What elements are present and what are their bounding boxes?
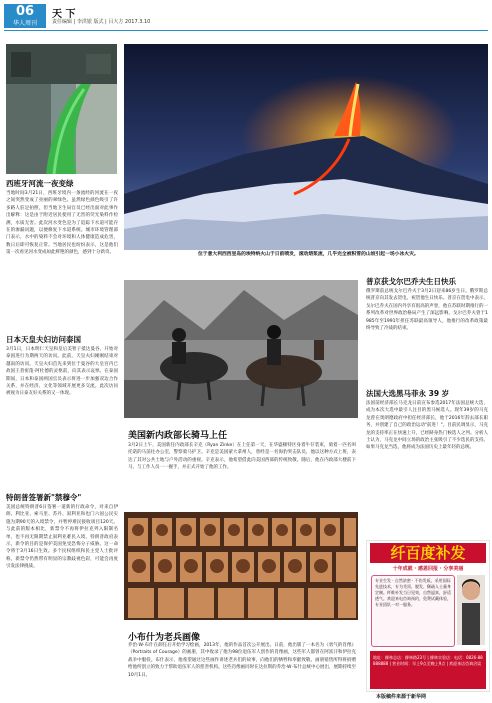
- river-title: 西班牙河流一夜变绿: [6, 179, 74, 188]
- etna-volcano-photo: [124, 44, 488, 250]
- ad-body: 专业生发 · 自然浓密 · 不伤发质。采用国际先进技术，专为秃顶、脱发、稀疏人士量身定制。纤维补发当日见效，自然逼真，舒适透气。欢迎来电咨询预约，免费试戴体验，专业团队一对一服务。: [375, 578, 451, 607]
- green-river-photo: [6, 44, 117, 174]
- page-number: 06: [15, 4, 35, 19]
- zinke-title: 美国新内政部长骑马上任: [128, 431, 228, 441]
- ad-contact-text: 地址：柳林总店：柳林路23号 | 柳林实验店：电话：0826-88888888 | 营业时间：早上9点至晚上9点 | 欢迎来店咨询洽谈: [373, 655, 483, 666]
- paper-name: 华人周刊: [12, 20, 37, 27]
- zinke-body: 3月2日上午，美国新任内政部长辛克（Ryan Zinke）在上任第一天，在华盛顿特区身着牛仔装束，骑着一匹名叫托诺的马前往办公室，警察骑马护卫。辛克是美国蒙大拿州人，曾经是一名海豹突击队员，他以这种方式上班，表达了其对公共土地与户外活动的重视。辛克表示，他希望借此向美国西部的传统致敬。随后，他在内政部大楼前下马，与工作人员一一握手，并正式开始了他的工作。: [128, 443, 356, 471]
- ad-contact: [370, 651, 486, 689]
- macron-body: 法国前经济部长马克龙日前宣布参选2017年法国总统大选，成为本次大选中最引人注目的黑马候选人。现年39岁的马克龙曾在奥朗德政府中担任经济部长，他于2016年辞去部长职务，并创建了自己的政治运动"前进！"。目前民调显示，马克龙的支持率正在快速上升，已经跻身热门候选人之列。分析人士认为，马克龙中间立场的政治主张吸引了不少选民的支持。如果马克龙当选，他将成为法国历史上最年轻的总统。: [366, 401, 488, 451]
- hair-ad: [366, 540, 490, 692]
- ad-title: 纤百度补发: [370, 543, 486, 563]
- page-number-badge: [4, 4, 46, 28]
- ad-tagline: 十年成就 · 感恩回报 · 分享美丽: [392, 566, 464, 572]
- source-footer: 本版稿件来源于新华网: [376, 694, 427, 700]
- header-rule: [4, 30, 488, 31]
- gorbachev-body: 俄罗斯前总统戈尔巴乔夫于3月2日迎来86岁生日。俄罗斯总统普京向其发去贺电，祝贺他生日快乐。普京在贺电中表示，戈尔巴乔夫在国内外享有很高的声誉，他在苏联时期推行的一系列改革对世界政治格局产生了深远影响。戈尔巴乔夫曾于1985年至1991年担任苏联最高领导人，他推行的改革政策最终导致了冷战的结束。: [366, 289, 488, 332]
- travel-ban-body: 美国总统特朗普6日签署一道新的行政命令，对来自伊朗、利比亚、索马里、苏丹、叙利亚和也门六国公民实施为期90天的入境禁令，并暂停难民接收项目120天。与此前的版本相比，新禁令不再将伊拉克列入限制名单，也不再无限期禁止叙利亚难民入境。特朗普政府表示，新令的目的是保护美国免受恐怖分子威胁。这一命令将于3月16日生效。多个民权组织和民主党人士批评称，新禁令仍然带有明显的宗教歧视色彩，可能会再度引发法律挑战。: [6, 505, 118, 570]
- zinke-horse-photo: [124, 280, 358, 418]
- bush-paintings-photo: [124, 512, 358, 620]
- editor-meta: 责任编辑 | 李洪银 版式 | 吕大方 2017.3.10: [52, 19, 151, 25]
- ad-model-photo: [457, 575, 485, 645]
- emperor-body: 3月1日，日本明仁天皇和皇后美智子抵达曼谷，开始对泰国进行为期两天的访问。此前，天皇夫妇刚刚结束对越南的访问。天皇夫妇首先来到位于曼谷的大皇宫内已故国王普密蓬·阿杜德的灵柩前，向其表示哀悼。在泰国期间，日本和泰国两国官员表示将进一步加强双边合作关系，并在经济、文化等领域开展更多交流。此次访问被视为日泰友好关系的又一体现。: [6, 347, 118, 397]
- painting-title: 小布什为老兵画像: [128, 633, 201, 643]
- travel-ban-title: 特朗普签署新"禁穆令": [6, 493, 82, 502]
- river-body: 当地时间3月21日，西班牙境内一条流经的河流在一夜之间突然变成了亮丽的翠绿色。虽然绿色颜色吸引了许多路人驻足拍照，但当地卫生局官员已经出面对此事作出解释：这是由于附近居民使用了无害的荧光染料作检测，水质无害。此次河水变色是为了追踪下水道可能存在的渗漏问题，以便修复下水道系统。城市环境管理部门表示，水中的染料不会对环境和人体健康造成危害，数日后即可恢复正常。当地居民也纷纷表示，这是他们第一次看见河水变成如此鲜艳的颜色，感到十分新奇。: [6, 191, 118, 256]
- painting-body: 乔治·W·布什在卸任后开始学习绘画，2013年，他的作品首次公开展出。日前，他出版了一本名为《勇气的肖像》（Portraits of Courage）的画册，其中收录了他为98位退伍军人创作的肖像画，这些军人都曾在阿富汗和伊拉克战争中服役。布什表示，他希望通过这些画作讲述老兵们的故事，向他们的牺牲和奉献致敬。画册销售所得将捐赠给他所创立的致力于帮助退伍军人的慈善机构。这些肖像画同时在达拉斯的乔治·W·布什总统中心展出，展期持续至10月1日。: [128, 643, 356, 678]
- gorbachev-title: 普京获戈尔巴乔夫生日快乐: [366, 277, 456, 286]
- emperor-title: 日本天皇夫妇访问泰国: [6, 335, 81, 344]
- ad-text-panel: [371, 575, 455, 647]
- volcano-caption: 位于意大利西西里岛的埃特纳火山于日前喷发，滚动熔浆流，几乎完全被积雪的山坡引起一场小冰火灾。: [198, 252, 419, 257]
- section-title: 天 下: [52, 9, 76, 20]
- macron-title: 法国大选黑马菲永 39 岁: [366, 389, 450, 398]
